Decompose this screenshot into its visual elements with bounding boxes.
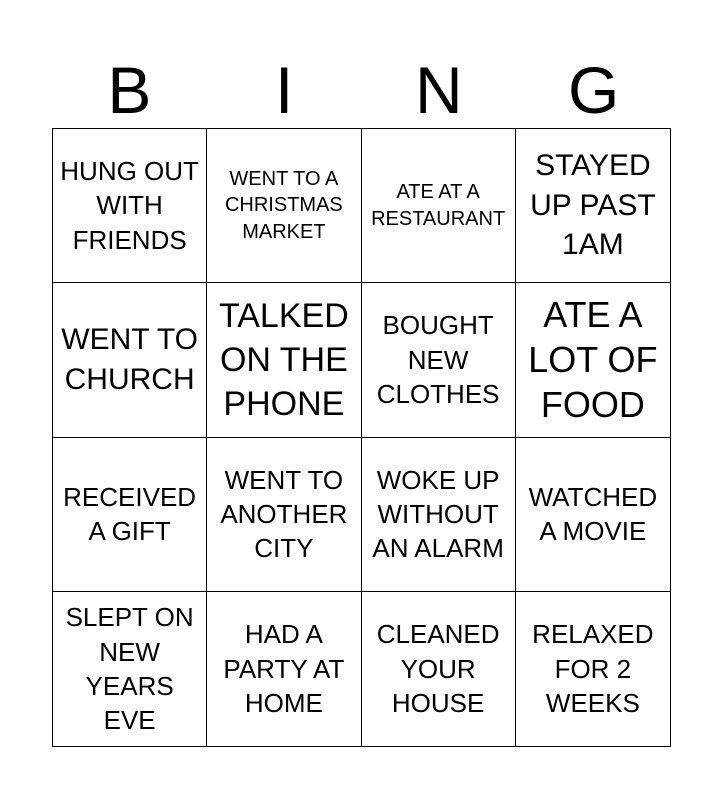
bingo-cell-r4-c3[interactable] (362, 592, 516, 746)
cell-text: ATE A LOT OF FOOD (528, 294, 658, 426)
cell-text: WATCHED A MOVIE (528, 481, 658, 547)
bingo-board (52, 128, 671, 747)
cell-text: TALKED ON THE PHONE (219, 296, 349, 423)
bingo-cell-r4-c2[interactable] (207, 592, 361, 746)
cell-text: WENT TO ANOTHER CITY (220, 464, 348, 564)
bingo-cell-r1-c4[interactable] (516, 129, 670, 283)
bingo-cell-r3-c2[interactable] (207, 438, 361, 592)
cell-text: WENT TO A CHRISTMAS MARKET (224, 168, 343, 243)
header-letter-b: B (107, 53, 152, 127)
bingo-header (52, 52, 671, 128)
bingo-cell-r4-c1[interactable] (53, 592, 207, 746)
cell-text: WENT TO CHURCH (61, 323, 198, 396)
bingo-cell-r3-c1[interactable] (53, 438, 207, 592)
bingo-cell-r2-c1[interactable] (53, 283, 207, 437)
cell-text: HUNG OUT WITH FRIENDS (60, 156, 199, 255)
bingo-cell-r2-c3[interactable] (362, 283, 516, 437)
bingo-cell-r4-c4[interactable] (516, 592, 670, 746)
bingo-cell-r1-c2[interactable] (207, 129, 361, 283)
cell-text: STAYED UP PAST 1AM (530, 149, 656, 262)
bingo-cell-r3-c4[interactable] (516, 438, 670, 592)
cell-text: RELAXED FOR 2 WEEKS (532, 619, 654, 719)
cell-text: WOKE UP WITHOUT AN ALARM (372, 464, 504, 564)
bingo-cell-r1-c3[interactable] (362, 129, 516, 283)
header-letter-n: N (415, 53, 463, 127)
cell-text: SLEPT ON NEW YEARS EVE (65, 602, 194, 736)
header-letter-g: G (567, 53, 620, 127)
cell-text: CLEANED YOUR HOUSE (376, 619, 500, 719)
cell-text: BOUGHT NEW CLOTHES (376, 310, 500, 410)
cell-text: ATE AT A RESTAURANT (371, 181, 506, 230)
cell-text: HAD A PARTY AT HOME (223, 619, 345, 719)
header-letter-i: I (274, 53, 294, 127)
bingo-cell-r1-c1[interactable] (53, 129, 207, 283)
bingo-cell-r2-c2[interactable] (207, 283, 361, 437)
bingo-cell-r3-c3[interactable] (362, 438, 516, 592)
cell-text: RECEIVED A GIFT (63, 481, 197, 547)
bingo-cell-r2-c4[interactable] (516, 283, 670, 437)
